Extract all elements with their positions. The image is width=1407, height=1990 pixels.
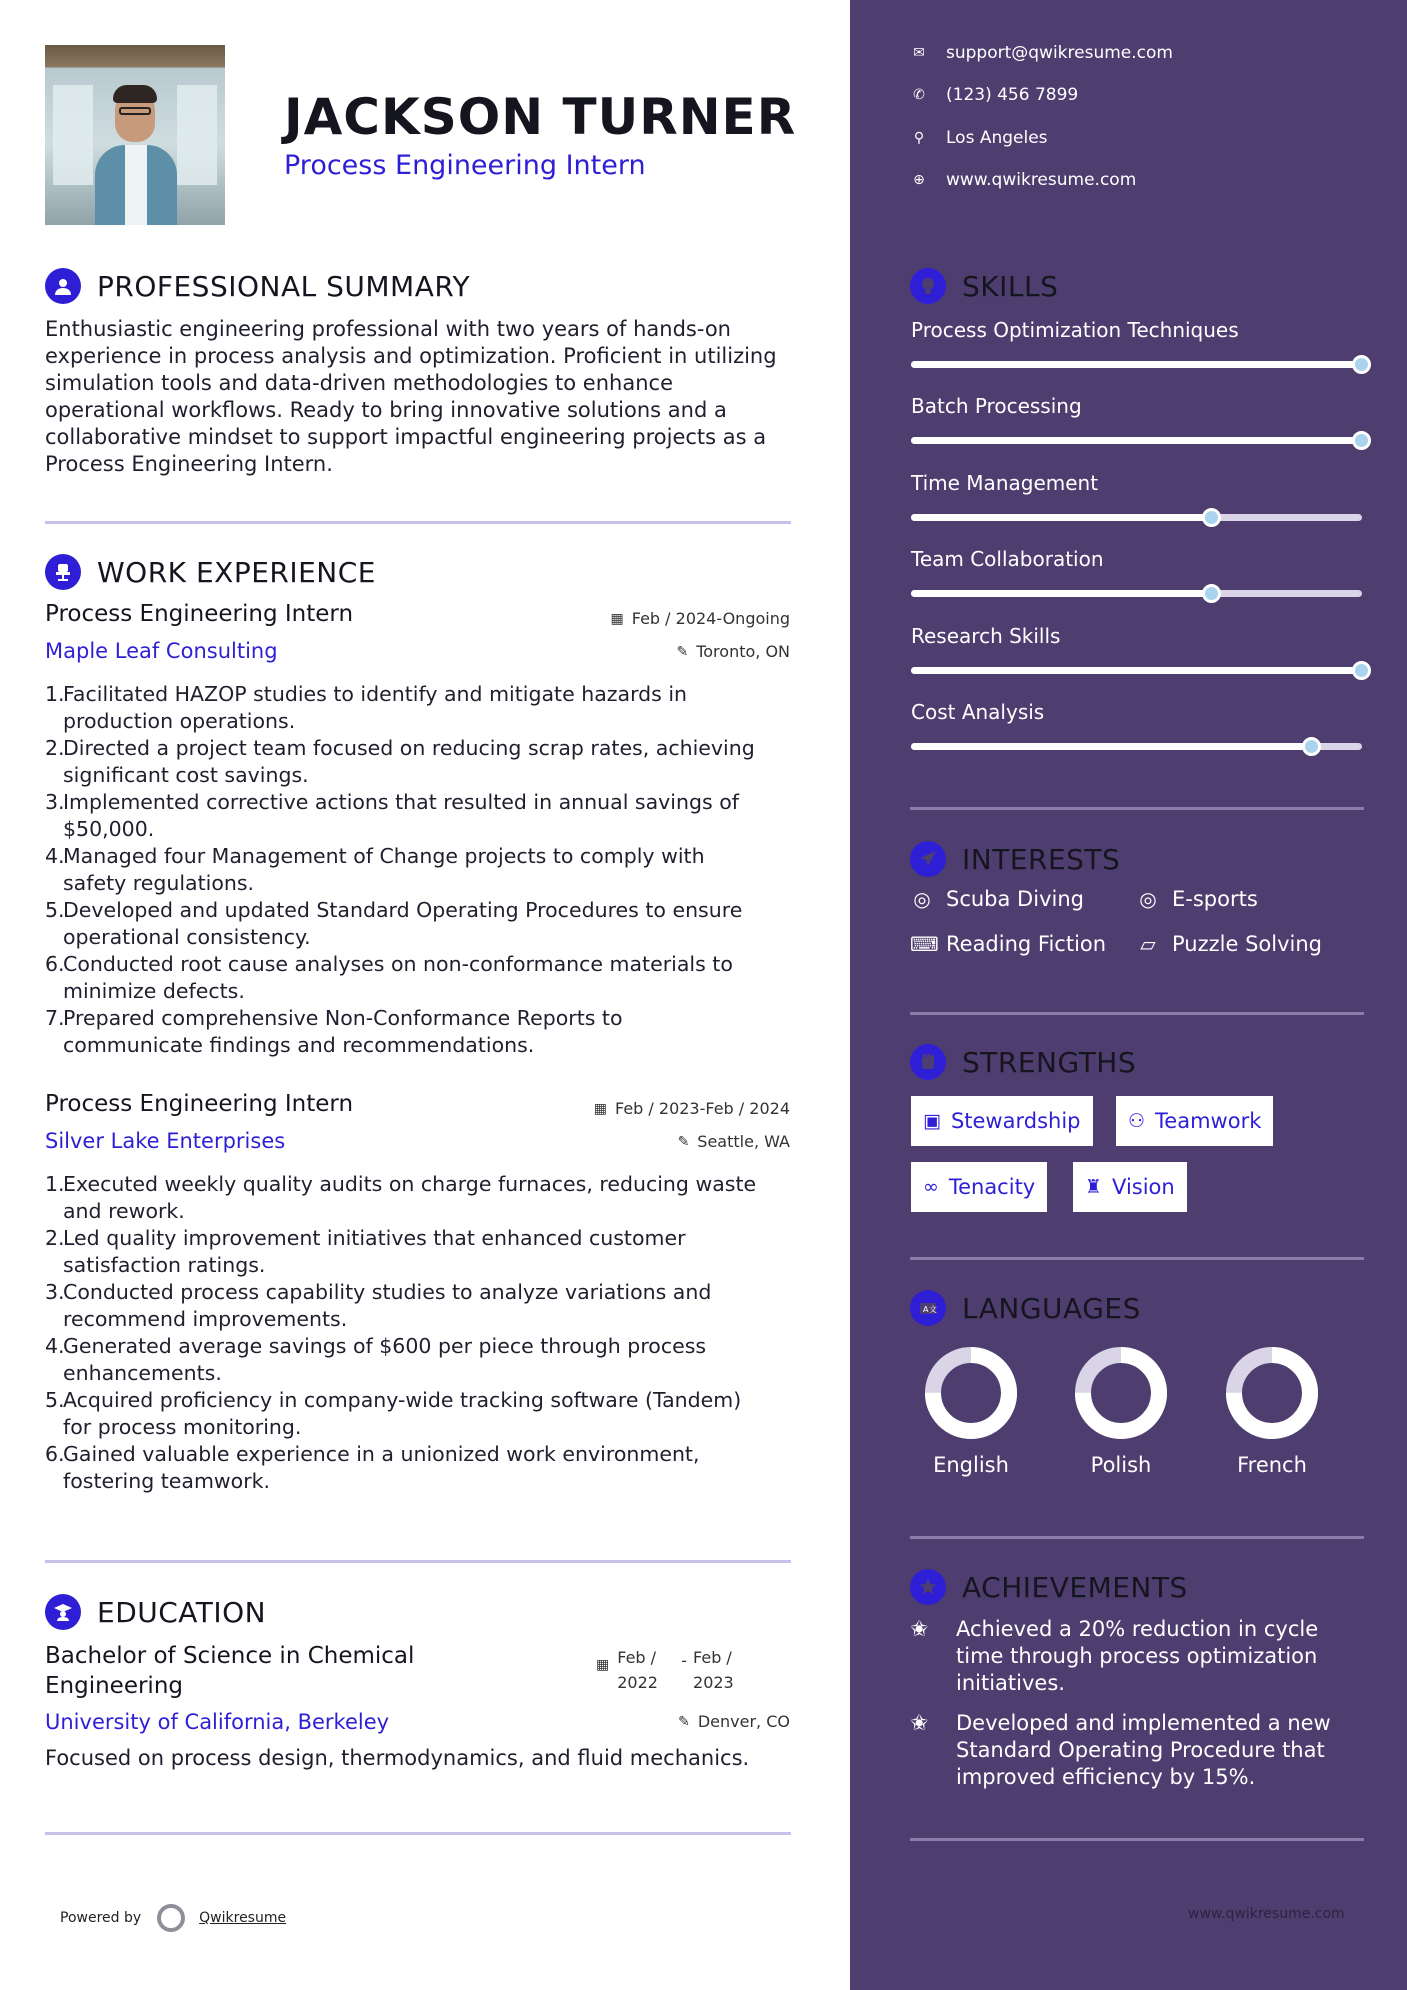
pin-icon: ✎ xyxy=(676,643,689,660)
skill-bar-fill xyxy=(911,361,1362,368)
languages-title: LANGUAGES xyxy=(962,1291,1141,1325)
interest-item: ◎ E-sports xyxy=(1136,887,1258,911)
job-dates: ▦ Feb / 2023-Feb / 2024 xyxy=(593,1099,790,1118)
list-item: 2. Directed a project team focused on reducing scrap rates, achieving significant cost savings. xyxy=(45,736,755,787)
section-divider xyxy=(910,1257,1364,1260)
language-level-ring xyxy=(1222,1343,1322,1443)
achievements-title: ACHIEVEMENTS xyxy=(962,1570,1188,1604)
location-pin-icon: ⚲ xyxy=(913,130,925,146)
gamepad-icon: ⌨ xyxy=(910,932,939,956)
company-name: Maple Leaf Consulting xyxy=(45,639,278,663)
language-name: French xyxy=(1237,1453,1307,1477)
list-item: 3. Conducted process capability studies to analyze variations and recommend improvements. xyxy=(45,1280,712,1331)
star-icon: ✬ xyxy=(910,1711,929,1736)
lifebuoy-icon: ◎ xyxy=(1139,887,1157,911)
section-divider xyxy=(910,1838,1364,1841)
summary-text: Enthusiastic engineering professional with two years of hands-on experience in process analysis and optimization. Proficient in utilizing simulation tools and data-driven methodologies to enhance operational workflows. Ready to bring innovative solutions and a collaborative mindset to support impactful engineering projects as a Process Engineering Intern. xyxy=(45,317,777,476)
calendar-icon: ▦ xyxy=(596,1657,610,1673)
job-responsibilities xyxy=(45,681,785,1059)
skill-level-knob xyxy=(1202,584,1221,603)
strengths-title: STRENGTHS xyxy=(962,1045,1137,1079)
language-level-ring xyxy=(1071,1343,1171,1443)
skill-bar xyxy=(911,743,1362,750)
achievement-item: ✬ Achieved a 20% reduction in cycle time through process optimization initiatives. xyxy=(910,1617,1319,1695)
summary-title: PROFESSIONAL SUMMARY xyxy=(97,269,471,303)
language-name: Polish xyxy=(1090,1453,1152,1477)
list-item: 1. Executed weekly quality audits on charge furnaces, reducing waste and rework. xyxy=(45,1172,757,1223)
language-item xyxy=(1207,1343,1337,1477)
contact-location: ⚲ Los Angeles xyxy=(910,128,1048,148)
interest-item: ▱ Puzzle Solving xyxy=(1136,932,1322,956)
job-location: ✎ Toronto, ON xyxy=(676,642,790,661)
candidate-role: Process Engineering Intern xyxy=(284,150,646,181)
section-divider xyxy=(910,1536,1364,1539)
skill-bar xyxy=(911,514,1362,521)
skill-label: Research Skills xyxy=(911,623,1061,648)
skill-level-knob xyxy=(1302,737,1321,756)
education-description: Focused on process design, thermodynamics, and fluid mechanics. xyxy=(45,1746,750,1770)
job-title: Process Engineering Intern xyxy=(45,601,354,627)
section-divider xyxy=(45,521,791,524)
book-icon: ▱ xyxy=(1140,932,1156,956)
globe-icon: ⊕ xyxy=(913,172,925,188)
list-item: 4. Generated average savings of $600 per piece through process enhancements. xyxy=(45,1334,707,1385)
brand-link[interactable]: Qwikresume xyxy=(199,1910,287,1926)
list-item: 3. Implemented corrective actions that resulted in annual savings of $50,000. xyxy=(45,790,739,841)
skill-label: Cost Analysis xyxy=(911,700,1045,724)
achievement-item: ✬ Developed and implemented a new Standard Operating Procedure that improved efficiency by 15%. xyxy=(910,1711,1331,1789)
star-badge-icon xyxy=(910,1569,946,1605)
chair-icon xyxy=(45,554,81,590)
strength-chip: ⚇ Teamwork xyxy=(1116,1096,1273,1146)
list-item: 1. Facilitated HAZOP studies to identify and mitigate hazards in production operations. xyxy=(45,682,688,733)
svg-text:文: 文 xyxy=(929,1305,937,1314)
skill-bar-fill xyxy=(911,667,1362,674)
skill-label: Time Management xyxy=(911,470,1099,495)
contact-website[interactable]: ⊕ www.qwikresume.com xyxy=(910,170,1136,190)
strengths-heading xyxy=(910,1044,1136,1080)
language-level-ring xyxy=(921,1343,1021,1443)
calendar-icon: ▦ xyxy=(610,610,624,627)
list-item: 6. Gained valuable experience in a unionized work environment, fostering teamwork. xyxy=(45,1442,700,1493)
interest-item: ◎ Scuba Diving xyxy=(910,887,1084,911)
skill-level-knob xyxy=(1202,508,1221,527)
fist-icon xyxy=(910,1044,946,1080)
school-name: University of California, Berkeley xyxy=(45,1710,390,1734)
footer-website[interactable]: www.qwikresume.com xyxy=(1188,1906,1345,1922)
strength-chip: ▣ Stewardship xyxy=(911,1096,1093,1146)
user-icon xyxy=(45,268,81,304)
interests-heading xyxy=(910,841,1120,877)
contact-email[interactable]: ✉ support@qwikresume.com xyxy=(910,43,1173,63)
strength-chip: ∞ Tenacity xyxy=(911,1162,1047,1212)
skill-bar-fill xyxy=(911,743,1312,750)
interest-item: ⌨ Reading Fiction xyxy=(910,932,1107,956)
list-item: 6. Conducted root cause analyses on non-conformance materials to minimize defects. xyxy=(45,952,733,1003)
degree-title: Bachelor of Science in Chemical Engineering xyxy=(45,1643,415,1699)
email-icon: ✉ xyxy=(913,45,925,61)
list-item: 2. Led quality improvement initiatives that enhanced customer satisfaction ratings. xyxy=(45,1226,686,1277)
section-divider xyxy=(45,1832,791,1835)
list-item: 4. Managed four Management of Change projects to comply with safety regulations. xyxy=(45,844,705,895)
skill-bar-fill xyxy=(911,437,1362,444)
skill-bar xyxy=(911,437,1362,444)
calendar-icon: ▦ xyxy=(593,1100,607,1117)
qwikresume-logo xyxy=(157,1904,185,1932)
language-name: English xyxy=(933,1453,1009,1477)
skill-bar-fill xyxy=(911,590,1212,597)
skill-level-knob xyxy=(1352,355,1371,374)
education-title: EDUCATION xyxy=(97,1595,267,1629)
list-item: 7. Prepared comprehensive Non-Conformance Reports to communicate findings and recommendations. xyxy=(45,1006,623,1057)
education-location: ✎ Denver, CO xyxy=(678,1712,790,1731)
pin-icon: ✎ xyxy=(677,1133,690,1150)
experience-heading xyxy=(45,554,376,590)
svg-text:A: A xyxy=(923,1305,929,1314)
language-icon xyxy=(910,1290,946,1326)
graduate-icon xyxy=(45,1594,81,1630)
skill-label: Batch Processing xyxy=(911,394,1082,419)
achievements-heading xyxy=(910,1569,1188,1605)
skill-level-knob xyxy=(1352,661,1371,680)
skill-bar xyxy=(911,361,1362,368)
interests-title: INTERESTS xyxy=(962,842,1121,876)
contact-phone[interactable]: ✆ (123) 456 7899 xyxy=(910,85,1078,105)
briefcase-icon: ▣ xyxy=(923,1110,941,1132)
skills-heading xyxy=(910,268,1058,304)
phone-icon: ✆ xyxy=(913,87,925,103)
strength-chip: ♜ Vision xyxy=(1073,1162,1187,1212)
section-divider xyxy=(910,807,1364,810)
language-item xyxy=(906,1343,1036,1477)
education-dates: ▦ Feb / 2022 - Feb / 2023 xyxy=(596,1648,734,1692)
section-divider xyxy=(45,1560,791,1563)
skill-label: Process Optimization Techniques xyxy=(911,318,1239,342)
skill-bar-fill xyxy=(911,514,1212,521)
candidate-name: JACKSON TURNER xyxy=(284,88,797,146)
job-responsibilities xyxy=(45,1171,785,1495)
list-item: 5. Acquired proficiency in company-wide tracking software (Tandem) for process monitoring. xyxy=(45,1388,742,1439)
profile-photo xyxy=(45,45,225,225)
users-icon: ⚇ xyxy=(1128,1110,1146,1132)
pin-icon: ✎ xyxy=(678,1713,690,1730)
experience-title: WORK EXPERIENCE xyxy=(97,555,376,589)
company-name: Silver Lake Enterprises xyxy=(45,1129,286,1153)
job-location: ✎ Seattle, WA xyxy=(677,1132,790,1151)
education-heading xyxy=(45,1594,266,1630)
paper-plane-icon xyxy=(910,841,946,877)
skills-title: SKILLS xyxy=(962,269,1059,303)
powered-by: Powered by Qwikresume xyxy=(60,1904,286,1932)
lightbulb-icon xyxy=(910,268,946,304)
star-icon: ✬ xyxy=(910,1617,929,1642)
language-item xyxy=(1056,1343,1186,1477)
languages-heading xyxy=(910,1290,1141,1326)
list-item: 5. Developed and updated Standard Operating Procedures to ensure operational consistency. xyxy=(45,898,743,949)
summary-heading xyxy=(45,268,470,304)
job-title: Process Engineering Intern xyxy=(45,1091,354,1117)
section-divider xyxy=(910,1012,1364,1015)
job-dates: ▦ Feb / 2024-Ongoing xyxy=(610,609,790,628)
lifebuoy-icon: ◎ xyxy=(913,887,931,911)
skill-label: Team Collaboration xyxy=(911,547,1104,572)
skill-bar xyxy=(911,590,1362,597)
skill-bar xyxy=(911,667,1362,674)
binoculars-icon: ♜ xyxy=(1085,1176,1103,1198)
link-icon: ∞ xyxy=(923,1176,939,1198)
